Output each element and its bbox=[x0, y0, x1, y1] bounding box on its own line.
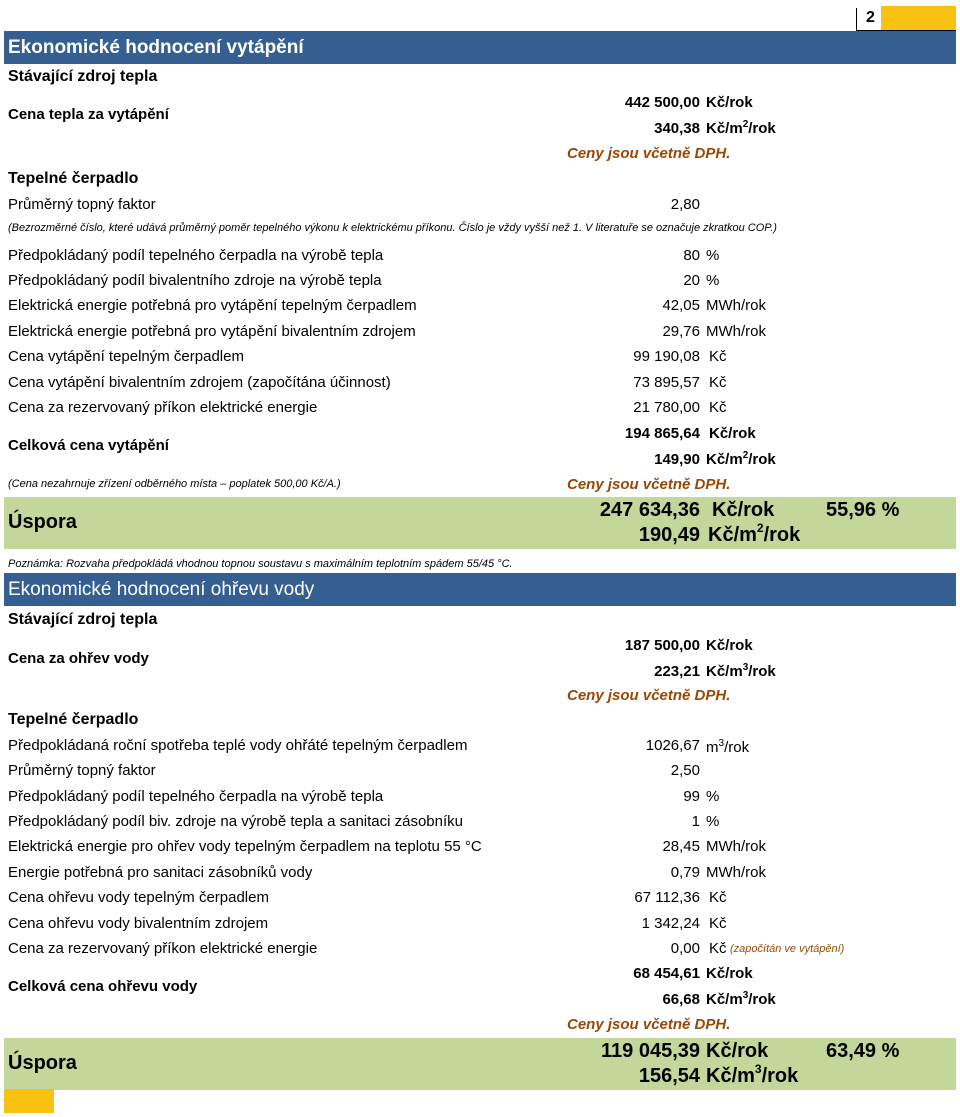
water-row-label: Energie potřebná pro sanitaci zásobníků vody bbox=[8, 864, 313, 881]
heating-row-unit: MWh/rok bbox=[706, 297, 766, 314]
heating-header-title: Ekonomické hodnocení vytápění bbox=[8, 37, 304, 58]
water-row-label: Předpokládaný podíl tepelného čerpadla na výrobě tepla bbox=[8, 788, 384, 805]
heating-total-label: Celková cena vytápění bbox=[8, 437, 169, 454]
water-vat-note: Ceny jsou včetně DPH. bbox=[567, 687, 731, 704]
water-saving-value: 119 045,39 bbox=[601, 1040, 700, 1062]
heating-price-unit: Kč/rok bbox=[706, 94, 753, 111]
heating-total-value: 194 865,64 bbox=[624, 425, 700, 442]
water-saving-pct: 63,49 % bbox=[826, 1040, 900, 1062]
heating-connection-note: (Cena nezahrnuje zřízení odběrného místa – poplatek 500,00 Kč/A.) bbox=[8, 478, 341, 490]
water-saving-unit: Kč/rok bbox=[706, 1040, 769, 1062]
heating-header-bar bbox=[4, 31, 956, 64]
heating-remark: Poznámka: Rozvaha předpokládá vhodnou topnou soustavu s maximálním teplotním spádem 55/45 °C. bbox=[8, 558, 513, 570]
heating-total-m2-value: 149,90 bbox=[654, 451, 700, 468]
water-vat-note-2: Ceny jsou včetně DPH. bbox=[567, 1016, 731, 1033]
water-saving-bar bbox=[4, 1038, 956, 1090]
water-header-title: Ekonomické hodnocení ohřevu vody bbox=[8, 579, 315, 600]
water-heat-pump-title: Tepelné čerpadlo bbox=[8, 711, 139, 728]
heating-saving-m2-value: 190,49 bbox=[638, 524, 700, 546]
heating-saving-label: Úspora bbox=[8, 511, 77, 533]
water-row-value: 28,45 bbox=[662, 838, 700, 855]
heating-saving-pct: 55,96 % bbox=[826, 499, 900, 521]
heating-existing-source: Stávající zdroj tepla bbox=[8, 68, 158, 85]
water-price-unit: Kč/rok bbox=[706, 637, 753, 654]
heating-row-unit: Kč bbox=[709, 348, 727, 365]
water-row-unit: Kč bbox=[709, 915, 727, 932]
water-row-unit: % bbox=[706, 813, 720, 830]
water-row-label: Předpokládaný podíl biv. zdroje na výrobě tepla a sanitaci zásobníku bbox=[8, 813, 464, 830]
water-row-unit: MWh/rok bbox=[706, 838, 766, 855]
water-consumption-value: 1026,67 bbox=[645, 737, 700, 754]
water-consumption-label: Předpokládaná roční spotřeba teplé vody ohřáté tepelným čerpadlem bbox=[8, 737, 468, 754]
water-row-value: 0,79 bbox=[670, 864, 700, 881]
water-price-m3-unit: $Kč/m^3$/rok bbox=[706, 662, 776, 680]
water-total-m3-unit: $Kč/m^3$/rok bbox=[706, 990, 776, 1008]
heating-cop-note: (Bezrozměrné číslo, které udává průměrný poměr tepelného výkonu k elektrickému příkonu. Číslo je vždy vyšší než 1. V literatuře se označuje zkratkou COP.) bbox=[8, 222, 777, 234]
heating-row-value: 29,76 bbox=[662, 323, 700, 340]
water-price-label: Cena za ohřev vody bbox=[8, 650, 149, 667]
heating-saving-bar bbox=[4, 497, 956, 549]
heating-saving-unit: Kč/rok bbox=[712, 499, 775, 521]
water-price-value: 187 500,00 bbox=[624, 637, 700, 654]
heating-row-unit: MWh/rok bbox=[706, 323, 766, 340]
heating-row-value: 80 bbox=[683, 247, 700, 264]
water-row-value: 99 bbox=[683, 788, 700, 805]
heating-total-m2-unit: $Kč/m^2$/rok bbox=[706, 450, 776, 468]
heating-row-label: Předpokládaný podíl tepelného čerpadla na výrobě tepla bbox=[8, 247, 384, 264]
water-row-unit: MWh/rok bbox=[706, 864, 766, 881]
heating-row-value: 20 bbox=[683, 272, 700, 289]
page-number-divider bbox=[856, 8, 857, 30]
accent-tab-bottom bbox=[4, 1089, 54, 1113]
water-row-unit: % bbox=[706, 788, 720, 805]
water-saving-m3-value: 156,54 bbox=[638, 1065, 700, 1087]
water-consumption-unit: $m^3$/rok bbox=[706, 738, 750, 756]
heating-row-label: Elektrická energie potřebná pro vytápění bivalentním zdrojem bbox=[8, 323, 416, 340]
water-saving-label: Úspora bbox=[8, 1052, 77, 1074]
water-price-m3-value: 223,21 bbox=[654, 663, 700, 680]
heating-cop-label: Průměrný topný faktor bbox=[8, 196, 156, 213]
water-row-label: Elektrická energie pro ohřev vody tepelným čerpadlem na teplotu 55 °C bbox=[8, 838, 482, 855]
heating-total-unit: Kč/rok bbox=[709, 425, 756, 442]
heating-price-value: 442 500,00 bbox=[624, 94, 700, 111]
heating-vat-note: Ceny jsou včetně DPH. bbox=[567, 145, 731, 162]
heating-row-value: 42,05 bbox=[662, 297, 700, 314]
accent-tab-top bbox=[881, 6, 956, 30]
water-row-value: 0,00 bbox=[670, 940, 700, 957]
water-header-bar bbox=[4, 573, 956, 606]
water-cop-value: 2,50 bbox=[670, 762, 700, 779]
water-row-label: Cena ohřevu vody tepelným čerpadlem bbox=[8, 889, 269, 906]
water-cop-label: Průměrný topný faktor bbox=[8, 762, 156, 779]
water-saving-m3-unit: $Kč/m^3$/rok bbox=[706, 1062, 799, 1087]
heating-saving-value: 247 634,36 bbox=[599, 499, 700, 521]
heating-price-m2-unit: $Kč/m^2$/rok bbox=[706, 119, 776, 137]
heating-price-m2-value: 340,38 bbox=[654, 120, 700, 137]
water-row-unit: Kč bbox=[709, 940, 727, 957]
water-row-unit: Kč bbox=[709, 889, 727, 906]
heating-row-label: Cena za rezervovaný příkon elektrické energie bbox=[8, 399, 318, 416]
water-row-value: 1 bbox=[691, 813, 700, 830]
heating-vat-note-2: Ceny jsou včetně DPH. bbox=[567, 476, 731, 493]
water-row-label: Cena ohřevu vody bivalentním zdrojem bbox=[8, 915, 269, 932]
heating-row-label: Elektrická energie potřebná pro vytápění tepelným čerpadlem bbox=[8, 297, 417, 314]
water-total-unit: Kč/rok bbox=[706, 965, 753, 982]
heating-row-label: Cena vytápění bivalentním zdrojem (započítána účinnost) bbox=[8, 374, 391, 391]
heating-row-unit: Kč bbox=[709, 374, 727, 391]
heating-cop-value: 2,80 bbox=[670, 196, 700, 213]
water-row-label: Cena za rezervovaný příkon elektrické energie bbox=[8, 940, 318, 957]
heating-heat-pump-title: Tepelné čerpadlo bbox=[8, 170, 139, 187]
heating-row-label: Předpokládaný podíl bivalentního zdroje na výrobě tepla bbox=[8, 272, 382, 289]
water-total-m3-value: 66,68 bbox=[662, 991, 700, 1008]
heating-row-value: 21 780,00 bbox=[633, 399, 700, 416]
heating-row-value: 99 190,08 bbox=[633, 348, 700, 365]
heating-row-unit: % bbox=[706, 247, 720, 264]
heating-price-label: Cena tepla za vytápění bbox=[8, 106, 169, 123]
water-row-value: 67 112,36 bbox=[634, 889, 700, 906]
heating-saving-m2-unit: $Kč/m^2$/rok bbox=[708, 521, 801, 546]
heating-row-unit: % bbox=[706, 272, 720, 289]
page-number: 2 bbox=[866, 9, 875, 26]
water-reserved-note: (započítán ve vytápění) bbox=[730, 943, 845, 955]
water-row-value: 1 342,24 bbox=[641, 915, 700, 932]
heating-row-label: Cena vytápění tepelným čerpadlem bbox=[8, 348, 244, 365]
water-total-label: Celková cena ohřevu vody bbox=[8, 978, 198, 995]
heating-row-value: 73 895,57 bbox=[633, 374, 700, 391]
heating-row-unit: Kč bbox=[709, 399, 727, 416]
water-total-value: 68 454,61 bbox=[633, 965, 700, 982]
water-existing-source: Stávající zdroj tepla bbox=[8, 611, 158, 628]
